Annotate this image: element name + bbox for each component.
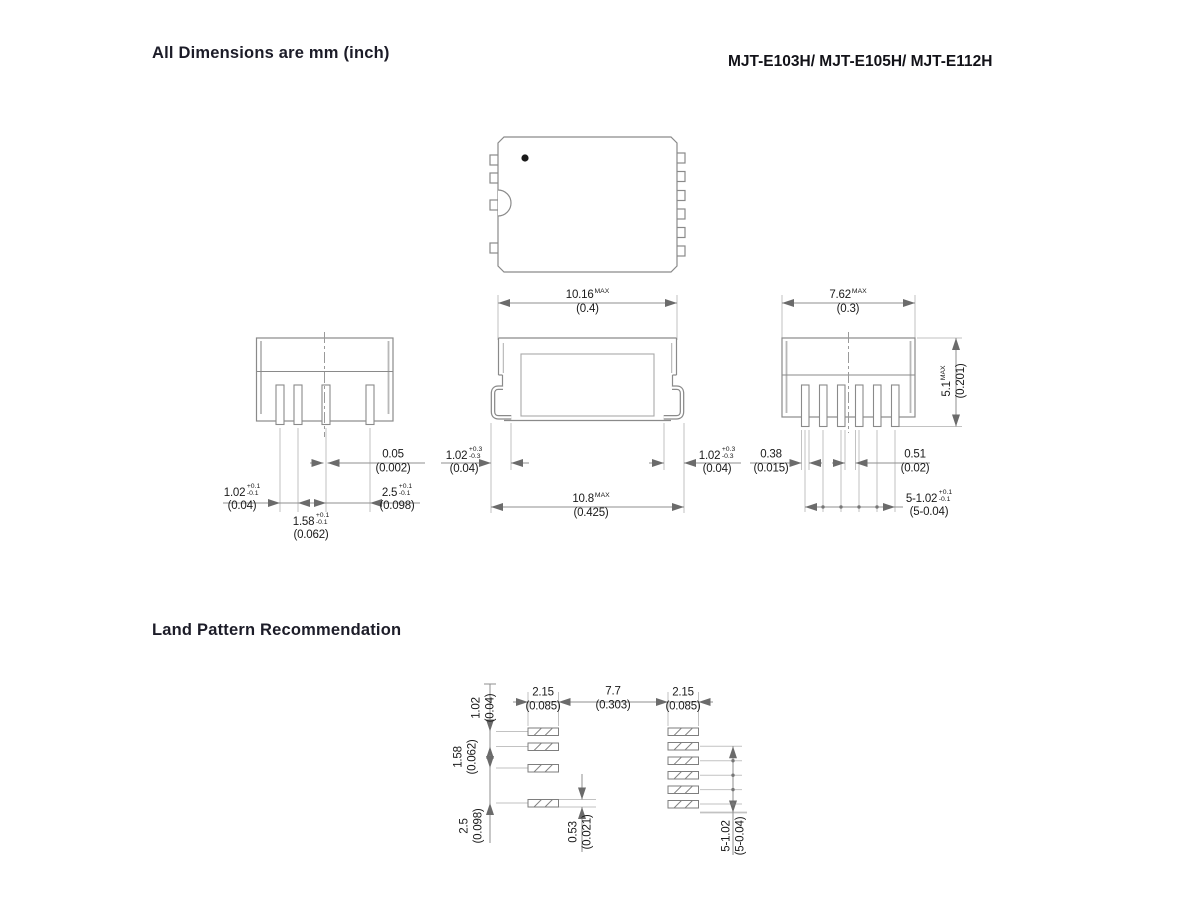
land-pattern-title: Land Pattern Recommendation [152,621,402,639]
dim-land-pitch1: 1.02 (0.04) [470,693,496,723]
dim-land-pad-pitch: 5-1.02 (5-0.04) [720,816,746,856]
land-pads-right [668,728,699,808]
dim-right-width: $7.62^{MAX}$ (0.3) [829,287,867,315]
dim-front-lead-left: 1.02 +0.3 -0.3 (0.04) [445,445,483,476]
front-view-body [499,338,677,421]
dim-front-width: $10.16^{MAX}$ (0.4) [565,287,610,315]
dim-land-pad-span: 7.7 (0.303) [595,685,631,711]
dim-front-overall: $10.8^{MAX}$ (0.425) [572,491,610,519]
front-view-inner-window [521,354,654,416]
dim-land-pad-width-right: 2.15 (0.085) [665,686,701,712]
pin1-indicator-dot [521,154,528,161]
dim-land-pad-height: 0.53 (0.021) [567,814,593,850]
front-view-extension-lines [491,295,684,513]
dim-right-pin-gap: 0.51 (0.02) [900,448,930,474]
left-view-extension-lines [280,428,370,512]
part-numbers: MJT-E103H/ MJT-E105H/ MJT-E112H [728,53,993,70]
dim-left-pitch2: 1.58 +0.1 -0.1 (0.062) [292,511,330,542]
dim-left-pitch3: 2.5 +0.1 -0.1 (0.098) [379,482,415,513]
front-view [441,295,741,513]
dim-left-center-offset: 0.05 (0.002) [375,448,411,474]
dim-land-pitch3: 2.5 (0.098) [458,808,484,844]
front-view-dimension-lines [441,303,741,507]
top-view [490,137,685,272]
land-pads-left [528,728,559,807]
right-side-view [750,295,962,512]
dim-right-height: $5.1^{MAX}$ (0.201) [939,363,967,399]
dim-land-pad-width-left: 2.15 (0.085) [525,686,561,712]
dim-right-pin-pitch: 5-1.02 +0.1 -0.1 (5-0.04) [905,488,953,519]
dim-front-lead-right: 1.02 +0.3 -0.3 (0.04) [698,445,736,476]
dim-land-pitch2: 1.58 (0.062) [452,739,478,775]
units-note: All Dimensions are mm (inch) [152,44,390,62]
dim-left-pitch1: 1.02 +0.1 -0.1 (0.04) [223,482,261,513]
dim-right-pin-width: 0.38 (0.015) [753,448,789,474]
